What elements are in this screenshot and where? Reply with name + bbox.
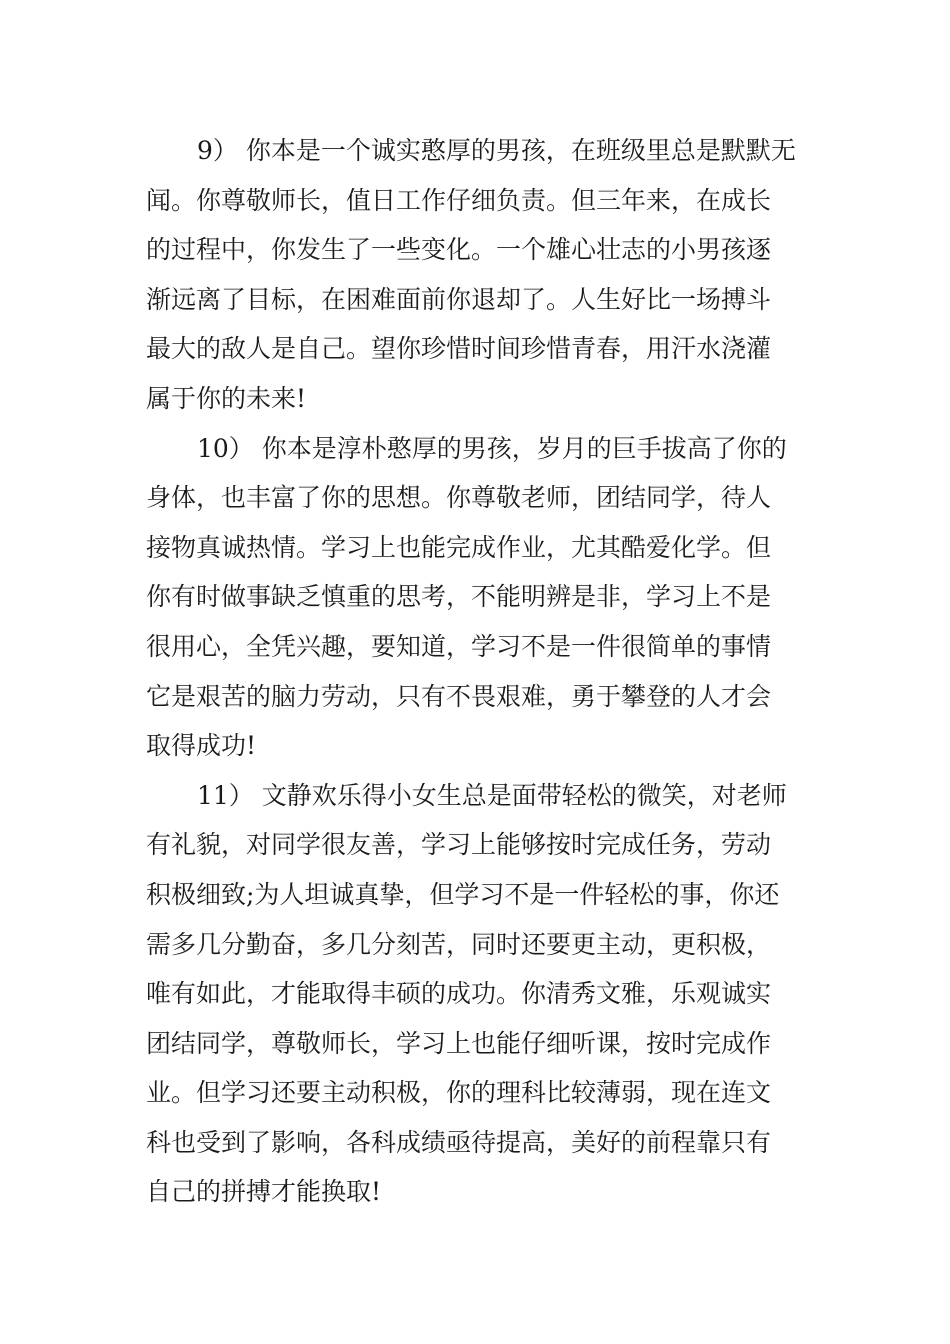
paragraph-11 <box>146 771 808 1217</box>
paragraph-line: 取得成功! <box>146 731 257 761</box>
paragraph-9 <box>146 126 808 424</box>
paragraph-line: 科也受到了影响，各科成绩亟待提高，美好的前程靠只有 <box>146 1127 772 1157</box>
paragraph-10 <box>146 424 808 771</box>
paragraph-line: 唯有如此，才能取得丰硕的成功。你清秀文雅，乐观诚实 <box>146 979 772 1009</box>
paragraph-line: 需多几分勤奋，多几分刻苦，同时还要更主动，更积极， <box>146 929 772 959</box>
paragraph-line: 的过程中，你发生了一些变化。一个雄心壮志的小男孩逐 <box>146 235 772 265</box>
paragraph-line: 渐远离了目标，在困难面前你退却了。人生好比一场搏斗 <box>146 284 772 314</box>
paragraph-line: 积极细致;为人坦诚真挚，但学习不是一件轻松的事，你还 <box>146 879 780 909</box>
paragraph-line: 很用心，全凭兴趣，要知道，学习不是一件很简单的事情 <box>146 631 772 661</box>
paragraph-line: 自己的拼搏才能换取! <box>146 1177 382 1207</box>
paragraph-line: 业。但学习还要主动积极，你的理科比较薄弱，现在连文 <box>146 1078 772 1108</box>
paragraph-line: 它是艰苦的脑力劳动，只有不畏艰难，勇于攀登的人才会 <box>146 681 772 711</box>
paragraph-line: 11） 文静欢乐得小女生总是面带轻松的微笑，对老师 <box>197 780 787 810</box>
paragraph-line: 有礼貌，对同学很友善，学习上能够按时完成任务，劳动 <box>146 830 772 860</box>
paragraph-line: 接物真诚热情。学习上也能完成作业，尤其酷爱化学。但 <box>146 532 772 562</box>
paragraph-line: 身体，也丰富了你的思想。你尊敬老师，团结同学，待人 <box>146 483 772 513</box>
paragraph-line: 你有时做事缺乏慎重的思考，不能明辨是非，学习上不是 <box>146 582 772 612</box>
paragraph-line: 10） 你本是淳朴憨厚的男孩，岁月的巨手拔高了你的 <box>197 433 787 463</box>
document-body <box>146 126 808 1217</box>
paragraph-line: 最大的敌人是自己。望你珍惜时间珍惜青春，用汗水浇灌 <box>146 334 772 364</box>
paragraph-line: 闻。你尊敬师长，值日工作仔细负责。但三年来，在成长 <box>146 185 772 215</box>
paragraph-line: 属于你的未来! <box>146 383 307 413</box>
paragraph-line: 团结同学，尊敬师长，学习上也能仔细听课，按时完成作 <box>146 1028 772 1058</box>
paragraph-line: 9） 你本是一个诚实憨厚的男孩，在班级里总是默默无 <box>197 136 796 165</box>
